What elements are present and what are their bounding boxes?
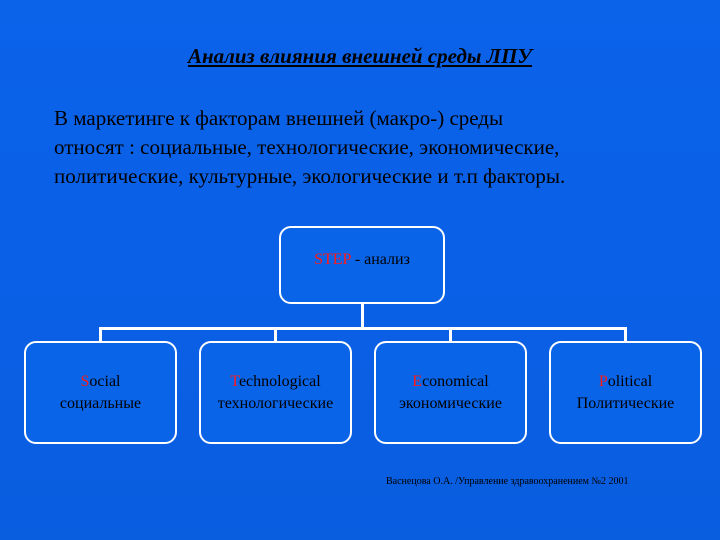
economical-node [374,341,527,444]
source-credit: Васнецова О.А. /Управление здравоохранением №2 2001 [386,476,629,487]
technological-russian: технологические [217,394,334,412]
step-acronym: STEP [314,251,351,268]
intro-paragraph [54,104,694,191]
social-initial: S [80,372,90,390]
connector-drop-political [624,327,627,342]
technological-node [199,341,352,444]
connector-root-stem [361,304,364,329]
economical-english-rest: conomical [422,372,489,390]
political-english [599,371,652,393]
social-english [81,371,121,393]
connector-drop-economical [449,327,452,342]
political-russian: Политические [576,394,675,412]
technological-initial: T [230,372,239,390]
economical-russian: экономические [399,394,502,412]
slide-title: Анализ влияния внешней среды ЛПУ [187,44,533,68]
connector-drop-technological [274,327,277,342]
technological-english [230,371,320,393]
intro-line: В маркетинге к факторам внешней (макро-) среды [54,106,504,130]
step-analysis-node [279,226,445,304]
connector-drop-social [99,327,102,342]
economical-initial: E [412,372,423,390]
intro-line: политические, культурные, экологические и т.п факторы. [54,164,566,188]
connector-horizontal [99,327,627,330]
political-node [549,341,702,444]
social-english-rest: ocial [89,372,121,390]
social-node [24,341,177,444]
social-russian: социальные [59,394,142,412]
step-analysis-label [314,249,410,271]
political-english-rest: olitical [607,372,653,390]
technological-english-rest: echnological [238,372,321,390]
intro-line: относят : социальные, технологические, экономические, [54,135,560,159]
step-analysis-text: - анализ [350,251,410,268]
political-initial: P [598,372,608,390]
economical-english [412,371,488,393]
